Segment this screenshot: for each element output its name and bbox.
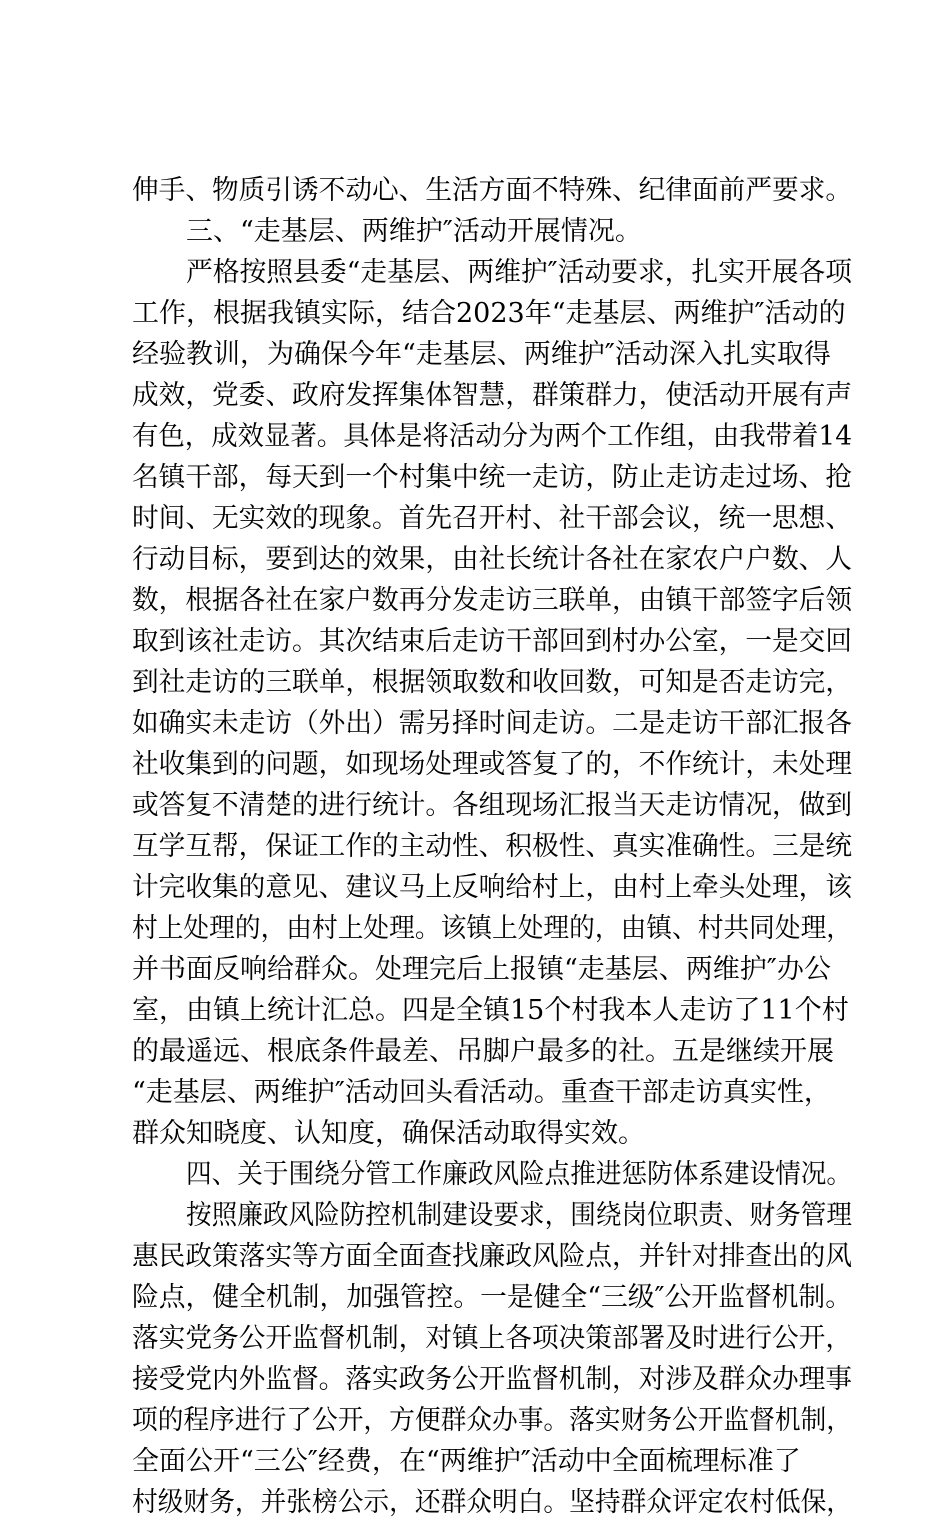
text-line: 到社走访的三联单，根据领取数和收回数，可知是否走访完，: [132, 667, 852, 698]
text-line: 或答复不清楚的进行统计。各组现场汇报当天走访情况，做到: [132, 790, 852, 821]
text-line: 村级财务，并张榜公示，还群众明白。坚持群众评定农村低保，: [132, 1487, 852, 1518]
text-line: 如确实未走访（外出）需另择时间走访。二是走访干部汇报各: [132, 708, 852, 739]
text-line: 成效，党委、政府发挥集体智慧，群策群力，使活动开展有声: [132, 380, 852, 411]
text-line: 四、关于围绕分管工作廉政风险点推进惩防体系建设情况。: [186, 1159, 852, 1190]
text-line: 数，根据各社在家户数再分发走访三联单，由镇干部签字后领: [132, 585, 852, 616]
text-line: 群众知晓度、认知度，确保活动取得实效。: [132, 1118, 645, 1149]
text-line: 室，由镇上统计汇总。四是全镇15个村我本人走访了11个村: [132, 995, 849, 1026]
text-line: 并书面反响给群众。处理完后上报镇“走基层、两维护″办公: [132, 954, 831, 985]
text-line: 村上处理的，由村上处理。该镇上处理的，由镇、村共同处理，: [132, 913, 852, 944]
text-line: 惠民政策落实等方面全面查找廉政风险点，并针对排查出的风: [132, 1241, 852, 1272]
text-line: 互学互帮，保证工作的主动性、积极性、真实准确性。三是统: [132, 831, 852, 862]
text-line: 有色，成效显著。具体是将活动分为两个工作组，由我带着14: [132, 421, 852, 452]
text-line: 全面公开“三公″经费，在“两维护″活动中全面梳理标准了: [132, 1446, 801, 1477]
text-line: 行动目标，要到达的效果，由社长统计各社在家农户户数、人: [132, 544, 852, 575]
text-line: 取到该社走访。其次结束后走访干部回到村办公室，一是交回: [132, 626, 852, 657]
text-line: 落实党务公开监督机制，对镇上各项决策部署及时进行公开，: [132, 1323, 852, 1354]
text-line: 的最遥远、根底条件最差、吊脚户最多的社。五是继续开展: [132, 1036, 834, 1067]
text-line: 计完收集的意见、建议马上反响给村上，由村上牵头处理，该: [132, 872, 852, 903]
text-line: 按照廉政风险防控机制建设要求，围绕岗位职责、财务管理: [186, 1200, 852, 1231]
document-body: [132, 170, 852, 1523]
text-line: 时间、无实效的现象。首先召开村、社干部会议，统一思想、: [132, 503, 852, 534]
text-line: 名镇干部，每天到一个村集中统一走访，防止走访走过场、抢: [132, 462, 852, 493]
text-line: 社收集到的问题，如现场处理或答复了的，不作统计，未处理: [132, 749, 852, 780]
text-line: 三、“走基层、两维护″活动开展情况。: [186, 216, 642, 247]
text-line: 伸手、物质引诱不动心、生活方面不特殊、纪律面前严要求。: [132, 175, 852, 206]
text-line: “走基层、两维护″活动回头看活动。重查干部走访真实性，: [132, 1077, 831, 1108]
text-line: 经验教训，为确保今年“走基层、两维护″活动深入扎实取得: [132, 339, 831, 370]
text-line: 项的程序进行了公开，方便群众办事。落实财务公开监督机制，: [132, 1405, 852, 1436]
text-line: 工作，根据我镇实际，结合2023年“走基层、两维护″活动的: [132, 298, 846, 329]
text-line: 险点，健全机制，加强管控。一是健全“三级″公开监督机制。: [132, 1282, 852, 1313]
text-line: 接受党内外监督。落实政务公开监督机制，对涉及群众办理事: [132, 1364, 852, 1395]
text-line: 严格按照县委“走基层、两维护″活动要求，扎实开展各项: [186, 257, 852, 288]
